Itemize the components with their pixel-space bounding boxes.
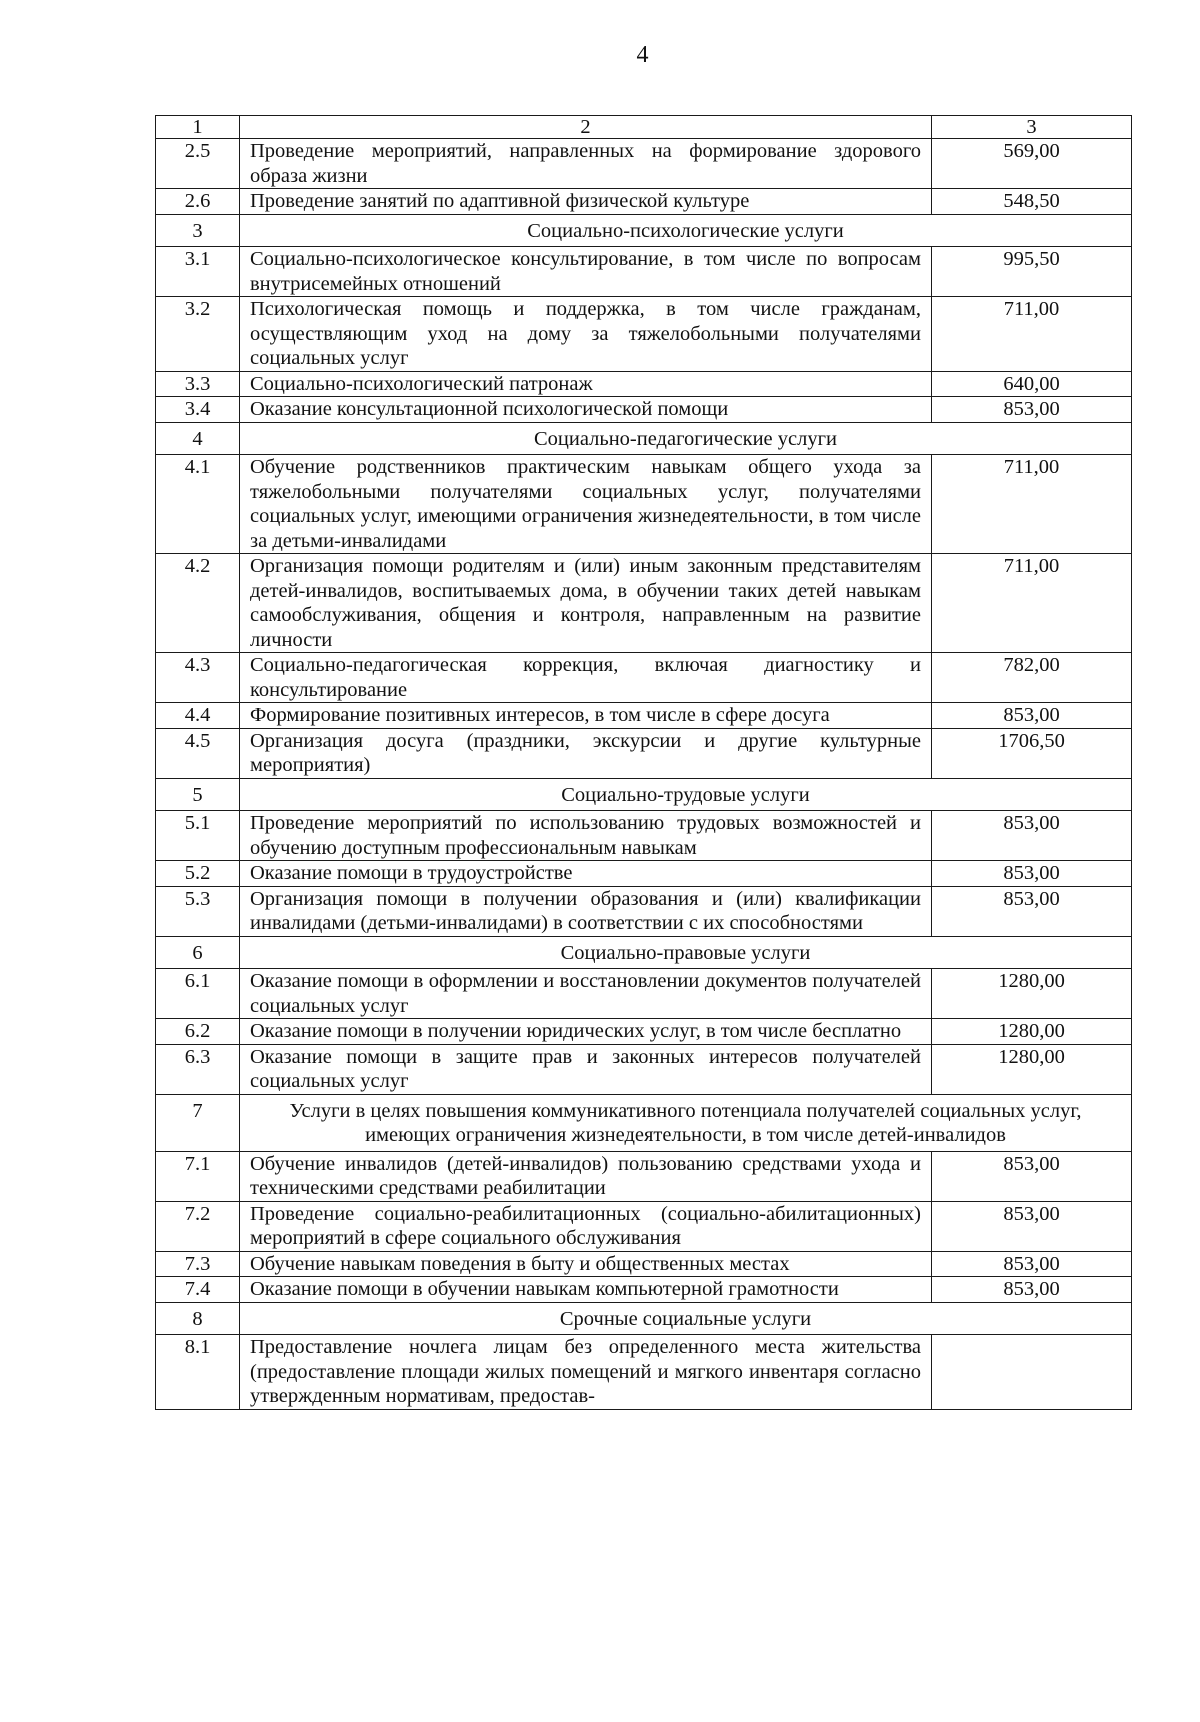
service-number: 4.2	[156, 554, 240, 653]
service-price: 640,00	[932, 371, 1132, 397]
service-name: Проведение мероприятий по использованию трудовых возможностей и обучению доступным профессиональным навыкам	[240, 811, 932, 861]
service-number: 2.5	[156, 139, 240, 189]
service-row	[156, 139, 1132, 189]
section-title: Срочные социальные услуги	[240, 1302, 1132, 1335]
service-name: Проведение мероприятий, направленных на формирование здорового образа жизни	[240, 139, 932, 189]
service-number: 6.1	[156, 969, 240, 1019]
service-price: 711,00	[932, 455, 1132, 554]
service-name: Социально-психологическое консультирование, в том числе по вопросам внутрисемейных отношений	[240, 247, 932, 297]
service-number: 4.4	[156, 703, 240, 729]
service-price: 711,00	[932, 297, 1132, 372]
table-body	[156, 116, 1132, 1410]
service-row	[156, 1201, 1132, 1251]
section-number: 8	[156, 1302, 240, 1335]
service-name: Проведение занятий по адаптивной физической культуре	[240, 189, 932, 215]
service-name: Проведение социально-реабилитационных (социально-абилитационных) мероприятий в сфере социального обслуживания	[240, 1201, 932, 1251]
service-row	[156, 371, 1132, 397]
page-number: 4	[636, 42, 649, 68]
section-title: Социально-психологические услуги	[240, 214, 1132, 247]
section-number: 6	[156, 936, 240, 969]
services-table-container	[155, 115, 1131, 1410]
service-number: 5.3	[156, 886, 240, 936]
service-price: 711,00	[932, 554, 1132, 653]
service-row	[156, 861, 1132, 887]
service-price: 1280,00	[932, 1019, 1132, 1045]
section-title: Социально-педагогические услуги	[240, 422, 1132, 455]
table-header-row	[156, 116, 1132, 139]
section-row	[156, 1094, 1132, 1151]
section-number: 3	[156, 214, 240, 247]
service-name: Оказание помощи в оформлении и восстановлении документов получателей социальных услуг	[240, 969, 932, 1019]
service-name: Оказание помощи в трудоустройстве	[240, 861, 932, 887]
service-number: 4.3	[156, 653, 240, 703]
service-row	[156, 653, 1132, 703]
service-number: 8.1	[156, 1335, 240, 1410]
service-number: 6.2	[156, 1019, 240, 1045]
service-name: Обучение родственников практическим навыкам общего ухода за тяжелобольными получателями социальных услуг, получателями социальных услуг, имеющими ограничения жизнедеятельности, в том числе за детьми-инвалидами	[240, 455, 932, 554]
header-cell-price: 3	[932, 116, 1132, 139]
service-name: Предоставление ночлега лицам без определенного места жительства (предоставление площади жилых помещений и мягкого инвентаря согласно утвержденным нормативам, предостав-	[240, 1335, 932, 1410]
service-price: 995,50	[932, 247, 1132, 297]
section-title: Услуги в целях повышения коммуникативного потенциала получателей социальных услуг, имеющих ограничения жизнедеятельности, в том числе детей-инвалидов	[240, 1094, 1132, 1151]
service-row	[156, 247, 1132, 297]
service-price: 853,00	[932, 811, 1132, 861]
service-number: 7.3	[156, 1251, 240, 1277]
service-number: 3.1	[156, 247, 240, 297]
header-cell-number: 1	[156, 116, 240, 139]
service-row	[156, 455, 1132, 554]
service-number: 3.3	[156, 371, 240, 397]
service-row	[156, 189, 1132, 215]
service-row	[156, 886, 1132, 936]
service-name: Обучение инвалидов (детей-инвалидов) пользованию средствами ухода и техническими средствами реабилитации	[240, 1151, 932, 1201]
service-name: Социально-педагогическая коррекция, включая диагностику и консультирование	[240, 653, 932, 703]
service-price: 853,00	[932, 1201, 1132, 1251]
service-row	[156, 1151, 1132, 1201]
services-price-table	[155, 115, 1132, 1410]
section-row	[156, 214, 1132, 247]
section-number: 7	[156, 1094, 240, 1151]
service-name: Психологическая помощь и поддержка, в том числе гражданам, осуществляющим уход на дому за тяжелобольными получателями социальных услуг	[240, 297, 932, 372]
section-row	[156, 422, 1132, 455]
section-number: 5	[156, 778, 240, 811]
service-name: Оказание консультационной психологической помощи	[240, 397, 932, 423]
section-title: Социально-правовые услуги	[240, 936, 1132, 969]
service-row	[156, 1044, 1132, 1094]
service-row	[156, 969, 1132, 1019]
service-name: Организация помощи родителям и (или) иным законным представителям детей-инвалидов, воспитываемых дома, в обучении таких детей навыкам самообслуживания, общения и контроля, направленным на развитие личности	[240, 554, 932, 653]
service-price: 853,00	[932, 1151, 1132, 1201]
service-row	[156, 397, 1132, 423]
service-price: 1280,00	[932, 1044, 1132, 1094]
section-row	[156, 1302, 1132, 1335]
service-price: 548,50	[932, 189, 1132, 215]
service-row	[156, 1251, 1132, 1277]
service-price: 1280,00	[932, 969, 1132, 1019]
service-row	[156, 728, 1132, 778]
service-number: 7.1	[156, 1151, 240, 1201]
service-name: Организация досуга (праздники, экскурсии и другие культурные мероприятия)	[240, 728, 932, 778]
service-price: 853,00	[932, 861, 1132, 887]
section-row	[156, 778, 1132, 811]
service-row	[156, 297, 1132, 372]
service-name: Обучение навыкам поведения в быту и общественных местах	[240, 1251, 932, 1277]
service-number: 3.4	[156, 397, 240, 423]
service-row	[156, 554, 1132, 653]
service-name: Оказание помощи в защите прав и законных интересов получателей социальных услуг	[240, 1044, 932, 1094]
service-number: 5.1	[156, 811, 240, 861]
service-name: Организация помощи в получении образования и (или) квалификации инвалидами (детьми-инвалидами) в соответствии с их способностями	[240, 886, 932, 936]
service-number: 4.1	[156, 455, 240, 554]
service-number: 2.6	[156, 189, 240, 215]
service-price: 782,00	[932, 653, 1132, 703]
header-cell-name: 2	[240, 116, 932, 139]
service-name: Формирование позитивных интересов, в том числе в сфере досуга	[240, 703, 932, 729]
service-price: 569,00	[932, 139, 1132, 189]
section-number: 4	[156, 422, 240, 455]
service-price: 853,00	[932, 1277, 1132, 1303]
service-price: 853,00	[932, 886, 1132, 936]
service-row	[156, 811, 1132, 861]
service-name: Оказание помощи в обучении навыкам компьютерной грамотности	[240, 1277, 932, 1303]
service-number: 6.3	[156, 1044, 240, 1094]
service-name: Социально-психологический патронаж	[240, 371, 932, 397]
service-row	[156, 703, 1132, 729]
service-price	[932, 1335, 1132, 1410]
service-name: Оказание помощи в получении юридических услуг, в том числе бесплатно	[240, 1019, 932, 1045]
service-row	[156, 1335, 1132, 1410]
section-row	[156, 936, 1132, 969]
section-title: Социально-трудовые услуги	[240, 778, 1132, 811]
service-number: 7.4	[156, 1277, 240, 1303]
service-row	[156, 1277, 1132, 1303]
service-price: 1706,50	[932, 728, 1132, 778]
service-number: 4.5	[156, 728, 240, 778]
service-price: 853,00	[932, 397, 1132, 423]
service-number: 7.2	[156, 1201, 240, 1251]
service-number: 5.2	[156, 861, 240, 887]
service-row	[156, 1019, 1132, 1045]
service-price: 853,00	[932, 703, 1132, 729]
service-price: 853,00	[932, 1251, 1132, 1277]
service-number: 3.2	[156, 297, 240, 372]
